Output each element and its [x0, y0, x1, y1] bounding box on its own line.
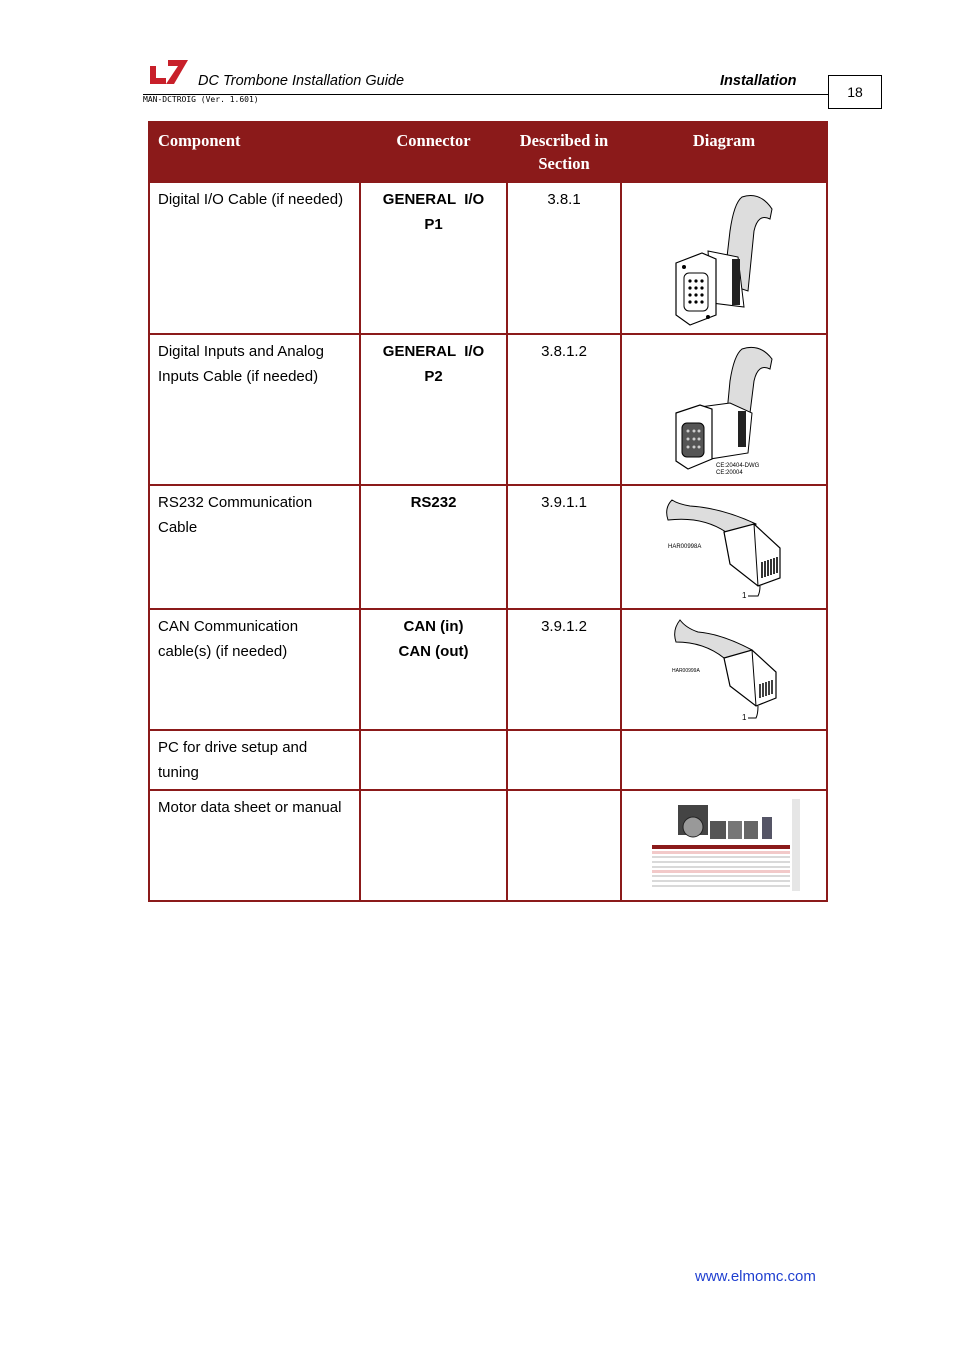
table-row — [149, 334, 827, 485]
table-row — [149, 485, 827, 609]
elmo-logo — [148, 58, 190, 86]
diagram-label: CE:20004 — [716, 470, 743, 476]
component-cell: Digital Inputs and Analog Inputs Cable (if needed) — [149, 334, 360, 485]
diagram-label: 1 — [742, 713, 747, 722]
connector-label: GENERAL I/O — [382, 343, 485, 360]
rj45-cable-diagram — [662, 494, 792, 606]
diagram-cell — [621, 485, 827, 609]
column-header-section: Described in Section — [507, 122, 621, 182]
section-title: Installation — [720, 73, 797, 89]
diagram-cell — [621, 609, 827, 730]
section-cell: 3.9.1.1 — [507, 485, 621, 609]
connector-label: CAN (in) — [403, 618, 464, 635]
diagram-label: HAR00999A — [672, 668, 700, 674]
document-version: MAN-DCTROIG (Ver. 1.601) — [143, 95, 259, 104]
diagram-cell — [621, 182, 827, 334]
connector-label: CAN (out) — [398, 642, 469, 660]
section-cell — [507, 790, 621, 901]
column-header-diagram: Diagram — [621, 122, 827, 182]
diagram-cell — [621, 334, 827, 485]
connector-cell — [360, 485, 507, 609]
table-row — [149, 609, 827, 730]
connector-cell — [360, 609, 507, 730]
connector-label: P1 — [424, 215, 443, 233]
diagram-label: 1 — [742, 591, 747, 600]
footer-website-link[interactable]: www.elmomc.com — [695, 1268, 816, 1285]
connector-cell — [360, 790, 507, 901]
motor-datasheet-thumbnail — [648, 799, 800, 891]
diagram-label: HAR00998A — [668, 544, 702, 550]
column-header-component: Component — [149, 122, 360, 182]
page-number: 18 — [828, 75, 882, 109]
connector-label: RS232 — [410, 494, 457, 511]
table-row — [149, 182, 827, 334]
component-cell: CAN Communication cable(s) (if needed) — [149, 609, 360, 730]
column-header-connector: Connector — [360, 122, 507, 182]
section-cell: 3.8.1.2 — [507, 334, 621, 485]
section-cell — [507, 730, 621, 790]
component-cell: PC for drive setup and tuning — [149, 730, 360, 790]
connector-label: GENERAL I/O — [382, 191, 485, 208]
rj45-cable-diagram — [668, 618, 788, 724]
connector-label: P2 — [424, 367, 443, 385]
diagram-cell — [621, 730, 827, 790]
connector-cell — [360, 334, 507, 485]
table-row — [149, 790, 827, 901]
connector-cell — [360, 730, 507, 790]
table-row — [149, 730, 827, 790]
component-cell: Motor data sheet or manual — [149, 790, 360, 901]
connector-cell — [360, 182, 507, 334]
component-cell: Digital I/O Cable (if needed) — [149, 182, 360, 334]
component-cell: RS232 Communication Cable — [149, 485, 360, 609]
components-table — [148, 121, 828, 902]
section-cell: 3.9.1.2 — [507, 609, 621, 730]
dsub-cable-diagram — [672, 191, 782, 327]
document-title: DC Trombone Installation Guide — [198, 73, 405, 89]
section-cell: 3.8.1 — [507, 182, 621, 334]
dsub-cable-diagram — [670, 343, 806, 477]
table-header-row — [149, 122, 827, 182]
diagram-cell — [621, 790, 827, 901]
diagram-label: CE:20404-DWG — [716, 463, 760, 469]
